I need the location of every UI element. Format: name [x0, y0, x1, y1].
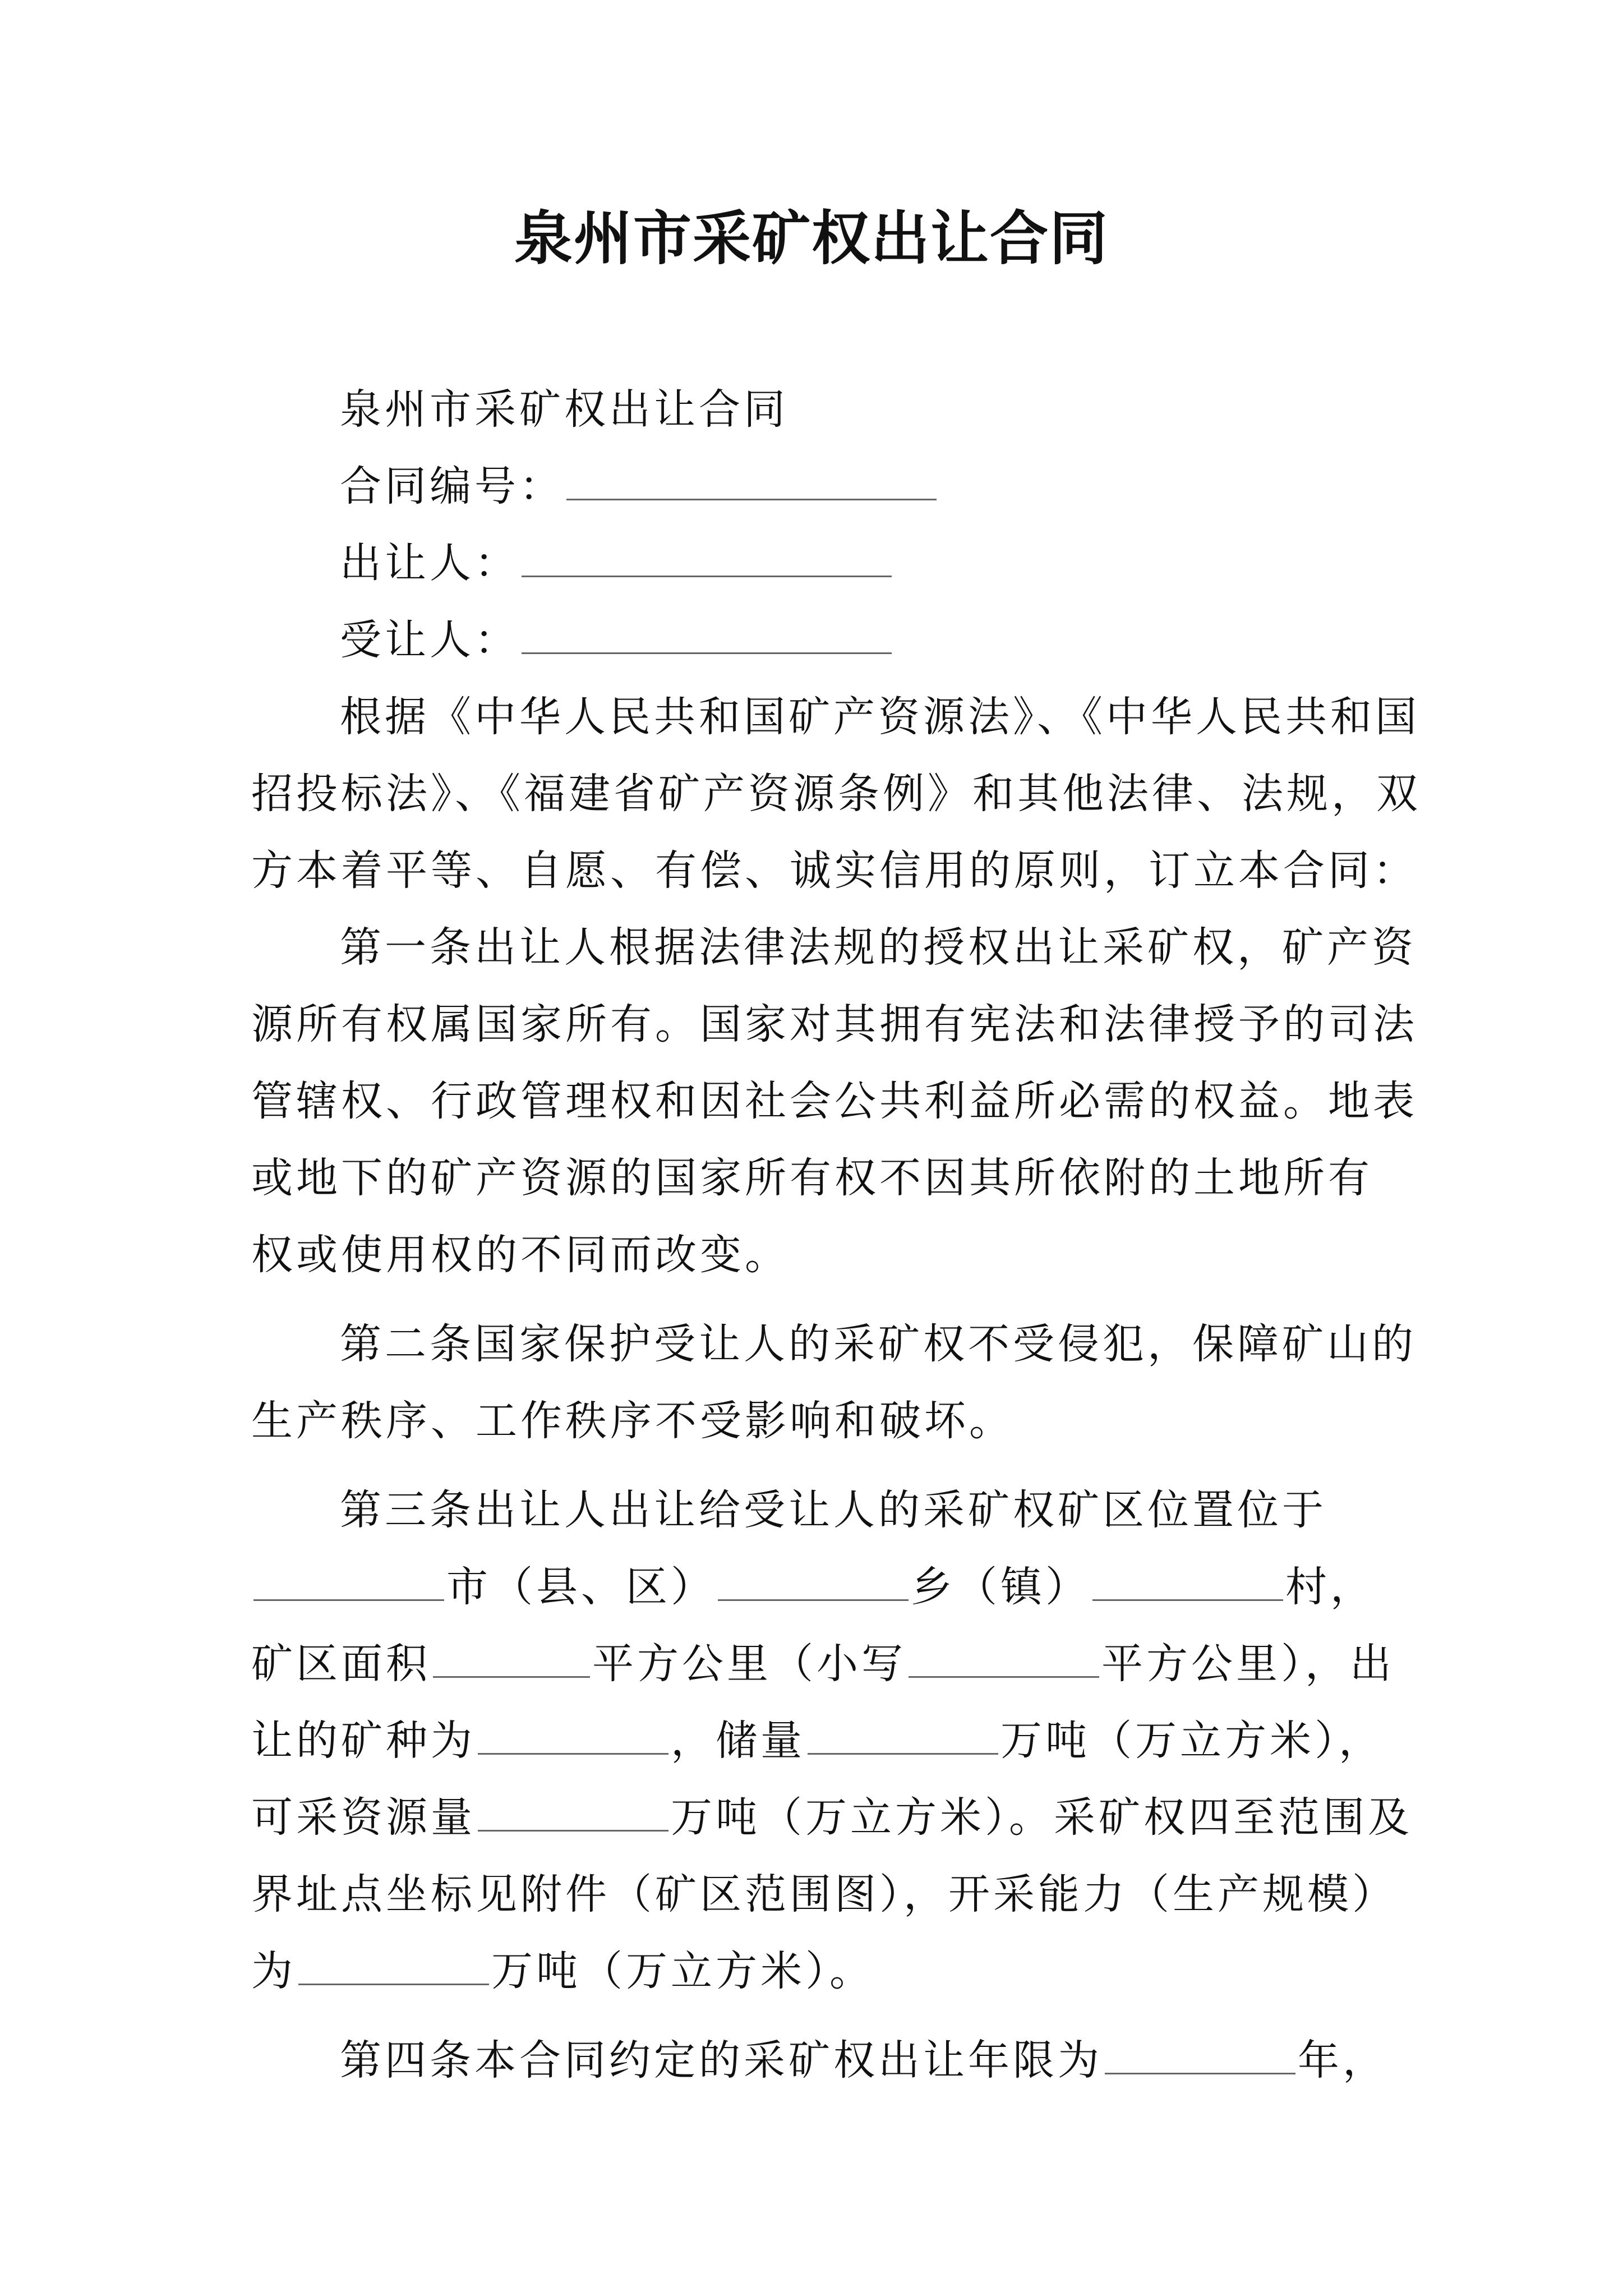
document-title: 泉州市采矿权出让合同 — [514, 204, 1109, 273]
recoverable-label: 可采资源量 — [251, 1793, 476, 1842]
article3-line-4 — [251, 1703, 1384, 1779]
transferor-label: 出让人： — [340, 539, 519, 587]
area-unit-2: 平方公里），出 — [1101, 1640, 1395, 1688]
city-label: 市（县、区） — [446, 1563, 716, 1611]
article1-line-5: 权或使用权的不同而改变。 — [251, 1231, 790, 1279]
preamble-line-1: 根据《中华人民共和国矿产资源法》、《中华人民共和国 — [340, 693, 1420, 741]
article1-line-2: 源所有权属国家所有。国家对其拥有宪法和法律授予的司法 — [251, 1000, 1418, 1048]
contract-number-label: 合同编号： — [340, 462, 564, 510]
article2-line-2: 生产秩序、工作秩序不受影响和破坏。 — [251, 1397, 1014, 1445]
contract-number-blank — [566, 465, 937, 500]
article3-line-2 — [251, 1549, 1384, 1626]
term-unit: 年， — [1298, 2036, 1387, 2085]
transferee-label: 受让人： — [340, 616, 519, 664]
area-label: 矿区面积 — [251, 1640, 431, 1688]
mineral-type-label: 让的矿种为 — [251, 1717, 476, 1765]
town-label: 乡（镇） — [911, 1563, 1090, 1611]
contract-name-line: 泉州市采矿权出让合同 — [340, 385, 789, 434]
reserves-label: ，储量 — [671, 1717, 805, 1765]
village-blank — [1092, 1566, 1283, 1601]
term-blank — [1105, 2039, 1295, 2074]
reserves-unit: 万吨（万立方米）， — [1000, 1717, 1384, 1765]
city-blank — [253, 1566, 444, 1601]
area-blank — [433, 1642, 590, 1678]
article1-line-4: 或地下的矿产资源的国家所有权不因其所依附的土地所有 — [251, 1154, 1373, 1202]
town-blank — [718, 1566, 909, 1601]
capacity-label: 为 — [251, 1947, 296, 1995]
transferor-blank — [522, 542, 892, 577]
transferee-blank — [522, 619, 892, 654]
capacity-blank — [298, 1950, 489, 1985]
article2-line-1: 第二条国家保护受让人的采矿权不受侵犯，保障矿山的 — [340, 1320, 1417, 1368]
transferor-line — [251, 525, 1384, 602]
preamble-line-2: 招投标法》、《福建省矿产资源条例》和其他法律、法规，双 — [251, 770, 1421, 818]
article3-line-6: 界址点坐标见附件（矿区范围图），开采能力（生产规模） — [251, 1870, 1397, 1918]
document-body — [251, 371, 1421, 2099]
mineral-type-blank — [478, 1719, 668, 1755]
area-lowercase-blank — [909, 1642, 1099, 1678]
contract-number-line — [251, 448, 1384, 525]
reserves-blank — [808, 1719, 998, 1755]
article1-line-3: 管辖权、行政管理权和因社会公共利益所必需的权益。地表 — [251, 1077, 1418, 1125]
area-unit: 平方公里（小写 — [592, 1640, 906, 1688]
article1-line-1: 第一条出让人根据法律法规的授权出让采矿权，矿产资 — [340, 923, 1417, 972]
term-label: 第四条本合同约定的采矿权出让年限为 — [340, 2036, 1103, 2085]
recoverable-unit: 万吨（万立方米）。采矿权四至范围及 — [671, 1793, 1413, 1842]
article4-line-1 — [251, 2022, 1387, 2099]
article3-line-5 — [251, 1779, 1413, 1856]
transferee-line — [251, 602, 1384, 679]
article3-line-7 — [251, 1933, 1384, 2010]
capacity-unit: 万吨（万立方米）。 — [491, 1947, 874, 1995]
village-label: 村， — [1285, 1563, 1375, 1611]
preamble-line-3: 方本着平等、自愿、有偿、诚实信用的原则，订立本合同： — [251, 846, 1418, 895]
article3-line-1: 第三条出让人出让给受让人的采矿权矿区位置位于 — [340, 1486, 1327, 1534]
article3-line-3 — [251, 1626, 1395, 1703]
recoverable-blank — [478, 1796, 668, 1832]
